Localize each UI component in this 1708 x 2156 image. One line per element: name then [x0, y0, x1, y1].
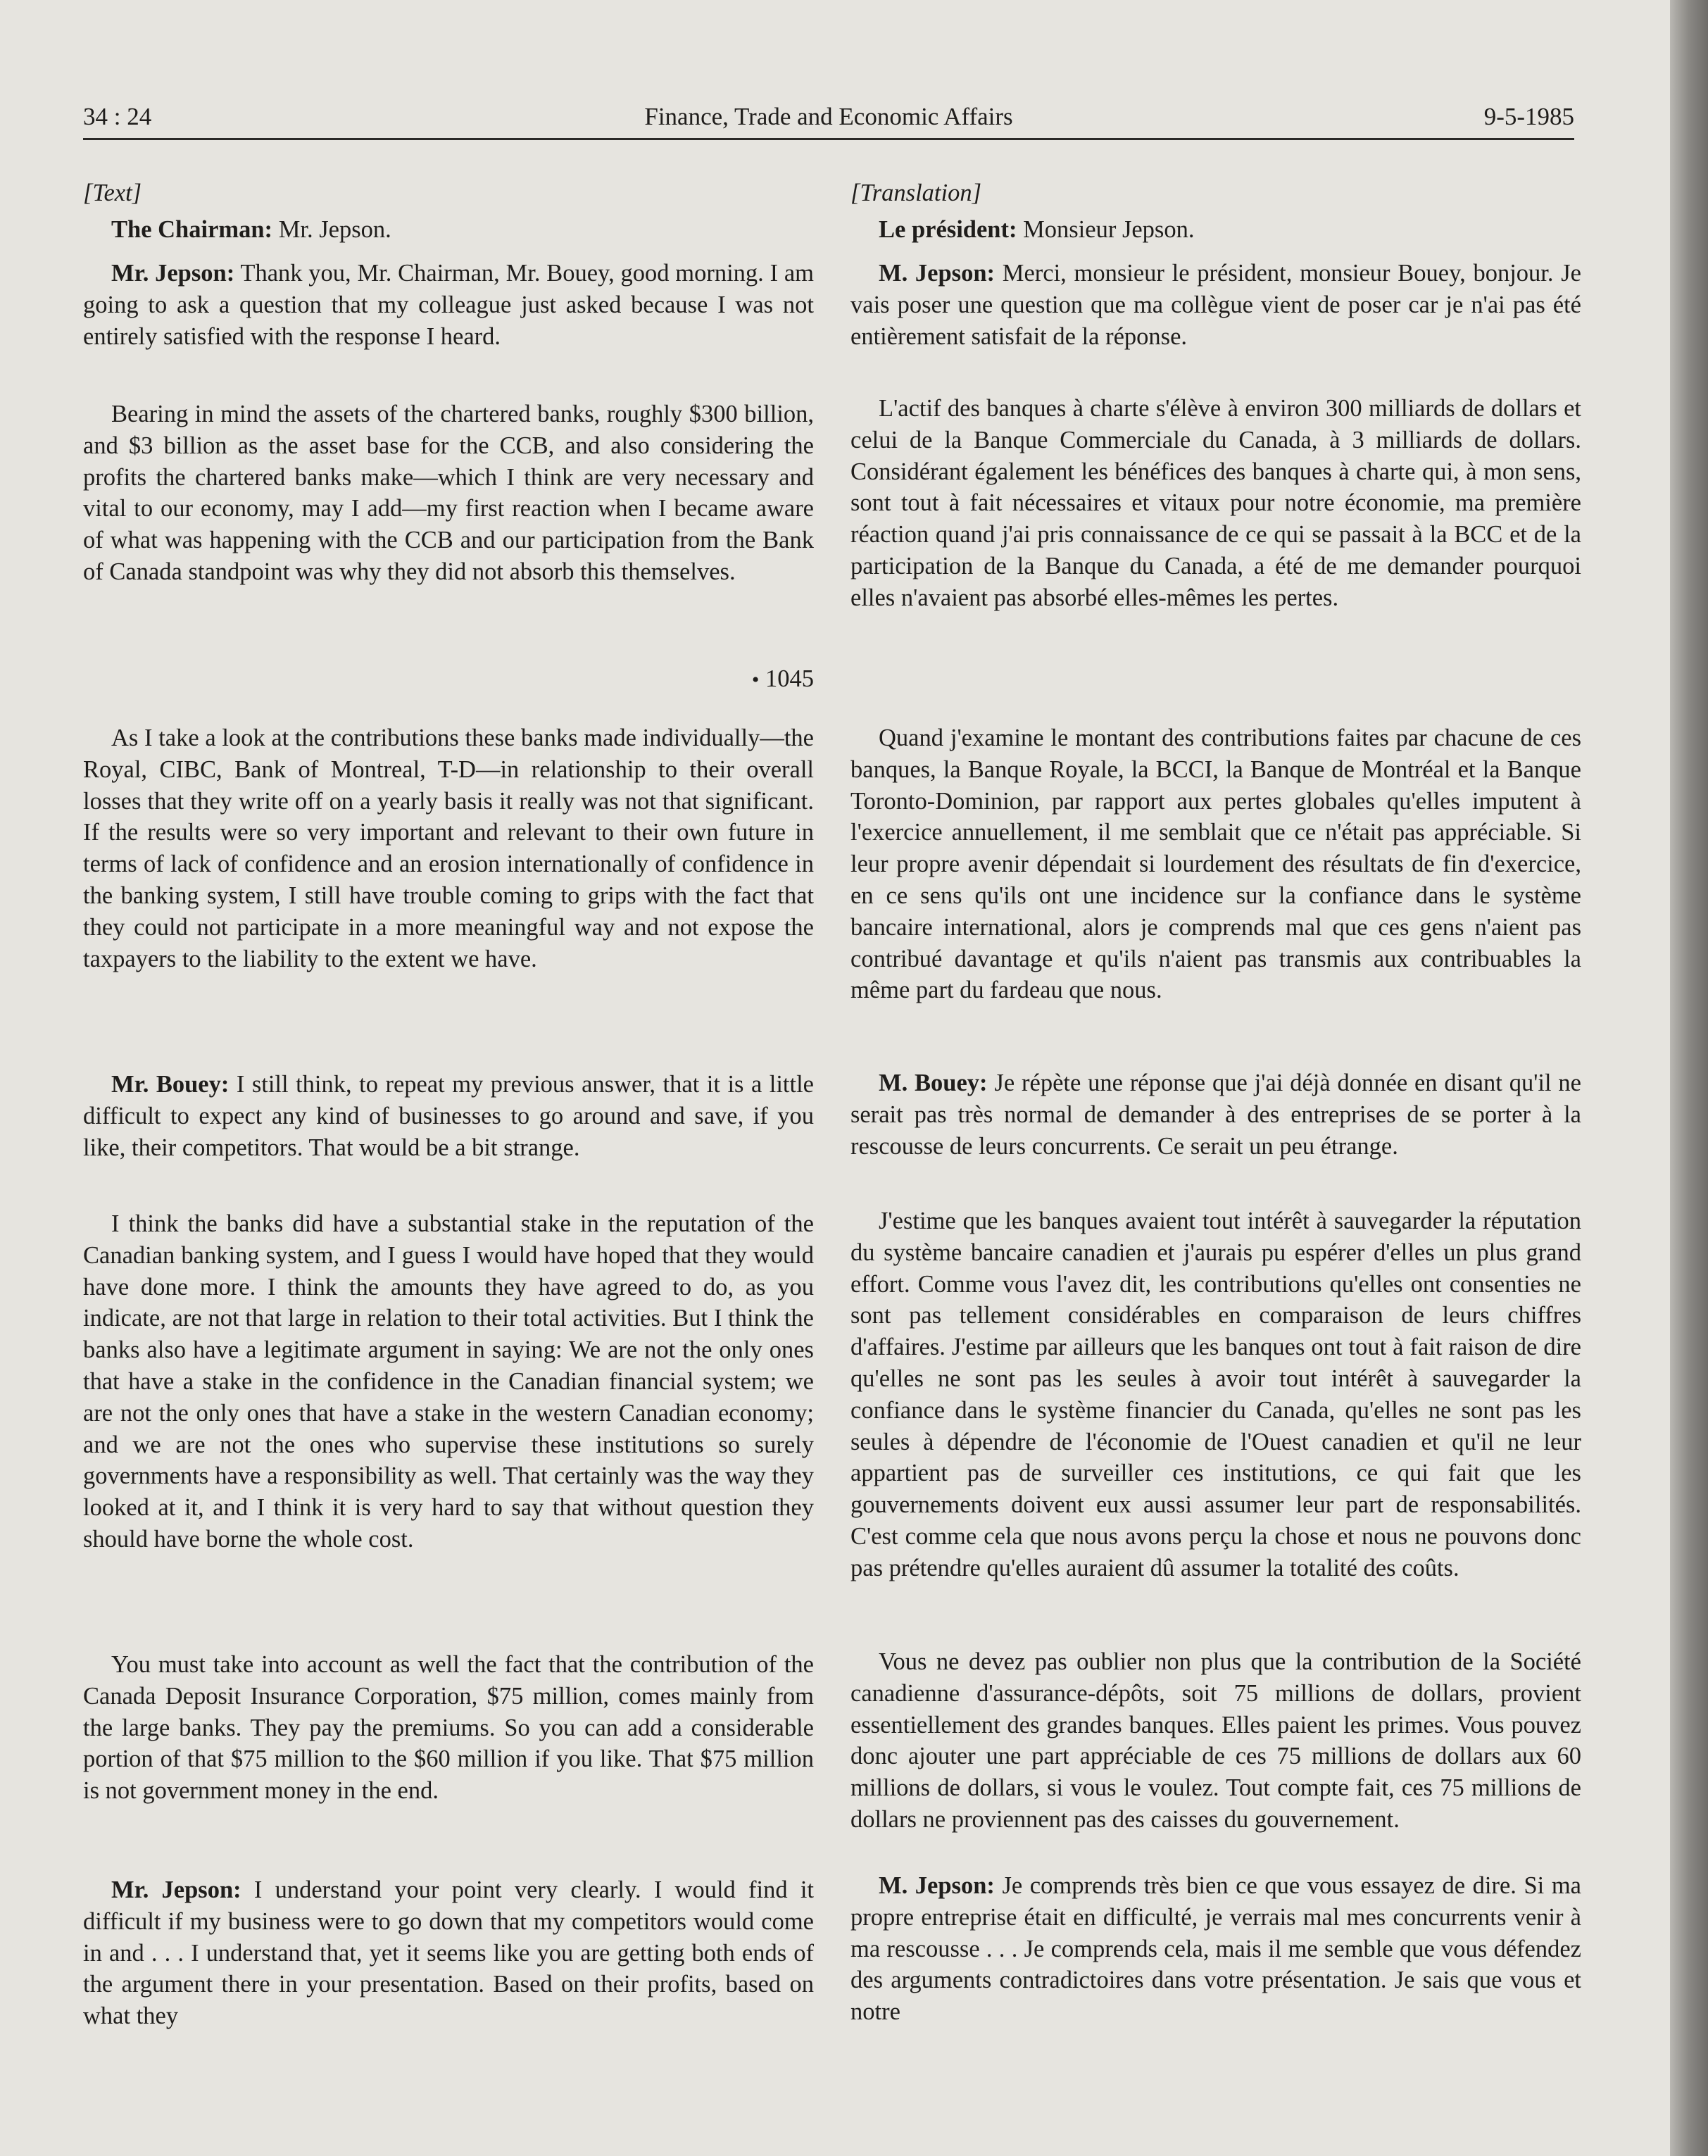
speaker-name: Mr. Jepson: — [111, 1876, 241, 1903]
speaker-name: Le président: — [879, 216, 1017, 243]
paragraph: As I take a look at the contributions these banks made individually—the Royal, CIBC, Bank of Montreal, T-D—in relationship to their overall losses that they write off on a yearly basis it really was not that significant. If the results were so very important and relevant to their own future in terms of lack of confidence and an erosion internationally of confidence in the banking system, I still have trouble coming to grips with the fact that they could not participate in a more meaningful way and not expose the taxpayers to the liability to the extent we have. — [83, 725, 814, 972]
paragraph-text: Thank you, Mr. Chairman, Mr. Bouey, good morning. I am going to ask a question that my colleague just asked because I was not entirely satisfied with the response I heard. — [83, 260, 814, 350]
header-date: 9-5-1985 — [1483, 103, 1574, 130]
paragraph: I think the banks did have a substantial stake in the reputation of the Canadian banking system, and I guess I would have hoped that they would have done more. I think the amounts they have agreed to do, as you indicate, are not that large in relation to their total activities. But I think the banks also have a legitimate argument in saying: We are not the only ones that have a stake in the confidence in the Canadian financial system; we are not the only ones that have a stake in the western Canadian economy; and we are not the ones who supervise these institutions so surely governments have a responsibility as well. That certainly was the way they looked at it, and I think it is very hard to say that without question they should have borne the whole cost. — [83, 1210, 814, 1553]
time-marker-text: 1045 — [765, 665, 814, 692]
paragraph — [850, 258, 1581, 352]
paragraph: Quand j'examine le montant des contributions faites par chacune de ces banques, la Banque Royale, la BCCI, la Banque de Montréal et la Banque Toronto-Dominion, par rapport aux pertes globales qu'elles imputent à l'exercice annuellement, il me semblait que ce n'était pas appréciable. Si leur propre avenir dépendait si lourdement des résultats de fin d'exercice, en ce sens qu'ils ont une incidence sur la confiance dans le système bancaire international, alors je comprends mal que ces gens n'aient pas contribué davantage et qu'ils n'aient pas transmis aux contribuables la même part du fardeau que nous. — [850, 725, 1581, 1004]
section-tag: [Text] — [83, 180, 142, 206]
page-number: 34 : 24 — [83, 103, 152, 130]
bullet-icon: • — [751, 668, 760, 691]
paragraph: You must take into account as well the fact that the contribution of the Canada Deposit Insurance Corporation, $75 million, comes mainly from the large banks. They pay the premiums. So you can add a considerable portion of that $75 million to the $60 million if you like. That $75 million is not government money in the end. — [83, 1651, 814, 1805]
paragraph — [83, 1069, 814, 1163]
paragraph-text: I understand your point very clearly. I would find it difficult if my business were to go down that my competitors would come in and . . . I understand that, yet it seems like you are getting both ends of the argument there in your presentation. Based on their profits, based on what they — [83, 1876, 814, 2030]
speaker-name: M. Bouey: — [879, 1070, 988, 1096]
section-tag-label: Text — [92, 180, 132, 206]
paragraph — [850, 214, 1581, 246]
paragraph-text: I still think, to repeat my previous answer, that it is a little difficult to expect any kind of businesses to go around and save, if you like, their competitors. That would be a bit strange. — [83, 1071, 814, 1161]
paragraph: L'actif des banques à charte s'élève à environ 300 milliards de dollars et celui de la Banque Commerciale du Canada, à 3 milliards de dollars. Considérant également les bénéfices des banques à charte qui, à mon sens, sont tout à fait nécessaires et vitaux pour notre économie, ma première réaction quand j'ai pris connaissance de ce qui se passait à la BCC et de la participation de la Banque du Canada, a été de me demander pourquoi elles n'avaient pas absorbé elles-mêmes les pertes. — [850, 395, 1581, 611]
paragraph — [850, 1870, 1581, 2028]
page-edge-shadow — [1670, 0, 1708, 2156]
paragraph: Vous ne devez pas oublier non plus que la contribution de la Société canadienne d'assurance-dépôts, soit 75 millions de dollars, provient essentiellement des grandes banques. Elles paient les primes. Vous pouvez donc ajouter une part appréciable de ces 75 millions de dollars aux 60 millions de dollars, si vous le voulez. Tout compte fait, ces 75 millions de dollars ne proviennent pas des caisses du gouvernement. — [850, 1648, 1581, 1833]
paragraph: J'estime que les banques avaient tout intérêt à sauvegarder la réputation du système bancaire canadien et j'aurais pu espérer d'elles un plus grand effort. Comme vous l'avez dit, les contributions qu'elles ont consenties ne sont pas tellement considérables en comparaison de leurs chiffres d'affaires. J'estime par ailleurs que les banques ont tout à fait raison de dire qu'elles ne sont pas les seules à avoir tout intérêt à sauvegarder la confiance dans le système financier du Canada, qu'elles ne sont pas les seules à dépendre de l'économie de l'Ouest canadien et qu'il ne leur appartient pas de surveiller ces institutions, ce qui fait que les gouvernements doivent eux aussi assumer leur part de responsabilités. C'est comme cela que nous avons perçu la chose et nous ne pouvons donc pas prétendre qu'elles auraient dû assumer la totalité des coûts. — [850, 1208, 1581, 1581]
paragraph — [83, 1874, 814, 2032]
header-rule — [83, 138, 1574, 140]
paragraph-text: Merci, monsieur le président, monsieur Bouey, bonjour. Je vais poser une question que ma collègue vient de poser car je n'ai pas été entièrement satisfait de la réponse. — [850, 260, 1581, 350]
paragraph: Bearing in mind the assets of the chartered banks, roughly $300 billion, and $3 billion as the asset base for the CCB, and also considering the profits the chartered banks make—which I think are very necessary and vital to our economy, may I add—my first reaction when I became aware of what was happening with the CCB and our participation from the Bank of Canada standpoint was why they did not absorb this themselves. — [83, 401, 814, 585]
paragraph-text: Mr. Jepson. — [272, 216, 391, 243]
page-header — [83, 103, 1574, 137]
paragraph — [83, 258, 814, 352]
speaker-name: Mr. Bouey: — [111, 1071, 230, 1098]
speaker-name: Mr. Jepson: — [111, 260, 235, 287]
speaker-name: M. Jepson: — [879, 1872, 995, 1899]
section-tag-label: Translation — [860, 180, 972, 206]
time-marker — [752, 663, 814, 696]
section-tag: [Translation] — [850, 180, 982, 206]
paragraph-text: Monsieur Jepson. — [1017, 216, 1195, 243]
paragraph-text: Je comprends très bien ce que vous essayez de dire. Si ma propre entreprise était en difficulté, je verrais mal mes concurrents venir à ma rescousse . . . Je comprends cela, mais il me semble que vous défendez des arguments contradictoires dans votre présentation. Je sais que vous et notre — [850, 1872, 1581, 2026]
running-title: Finance, Trade and Economic Affairs — [644, 103, 1013, 130]
paragraph-text: Je répète une réponse que j'ai déjà donnée en disant qu'il ne serait pas très normal de demander à des entreprises de se porter à la rescousse de leurs concurrents. Ce serait un peu étrange. — [850, 1070, 1581, 1160]
speaker-name: The Chairman: — [111, 216, 273, 243]
speaker-name: M. Jepson: — [879, 260, 996, 287]
paragraph — [850, 1067, 1581, 1162]
paragraph — [83, 214, 814, 246]
